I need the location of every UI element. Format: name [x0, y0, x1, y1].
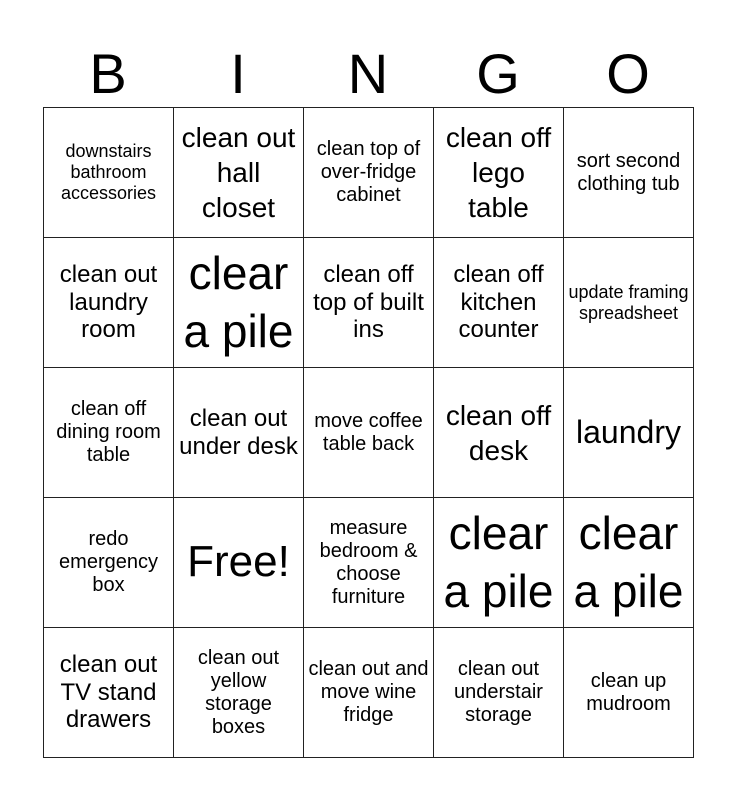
bingo-cell[interactable]: clean off kitchen counter: [434, 238, 564, 368]
bingo-cell[interactable]: update framing spreadsheet: [564, 238, 694, 368]
bingo-cell[interactable]: clean off top of built ins: [304, 238, 434, 368]
bingo-cell[interactable]: clean out under desk: [174, 368, 304, 498]
bingo-cell[interactable]: redo emergency box: [44, 498, 174, 628]
board-row-2: [44, 238, 694, 368]
bingo-cell[interactable]: clean off desk: [434, 368, 564, 498]
bingo-cell[interactable]: clean top of over-fridge cabinet: [304, 108, 434, 238]
bingo-cell[interactable]: clean out understair storage: [434, 628, 564, 758]
bingo-cell[interactable]: move coffee table back: [304, 368, 434, 498]
bingo-cell[interactable]: clear a pile: [564, 498, 694, 628]
bingo-cell[interactable]: clean off lego table: [434, 108, 564, 238]
header-letter-g: G: [476, 42, 520, 105]
board-row-3: [44, 368, 694, 498]
bingo-cell[interactable]: Free!: [174, 498, 304, 628]
board-row-4: [44, 498, 694, 628]
bingo-cell[interactable]: clear a pile: [434, 498, 564, 628]
bingo-cell[interactable]: downstairs bathroom accessories: [44, 108, 174, 238]
bingo-board: [43, 107, 694, 758]
board-row-5: [44, 628, 694, 758]
board-row-1: [44, 108, 694, 238]
header-letter-i: I: [230, 42, 246, 105]
bingo-cell[interactable]: clean out laundry room: [44, 238, 174, 368]
bingo-cell[interactable]: clean up mudroom: [564, 628, 694, 758]
bingo-cell[interactable]: sort second clothing tub: [564, 108, 694, 238]
bingo-cell[interactable]: clean out hall closet: [174, 108, 304, 238]
bingo-cell[interactable]: laundry: [564, 368, 694, 498]
bingo-cell[interactable]: clean out and move wine fridge: [304, 628, 434, 758]
bingo-cell[interactable]: measure bedroom & choose furniture: [304, 498, 434, 628]
bingo-cell[interactable]: clean out TV stand drawers: [44, 628, 174, 758]
bingo-cell[interactable]: clean out yellow storage boxes: [174, 628, 304, 758]
header-letter-o: O: [606, 42, 650, 105]
bingo-cell[interactable]: clear a pile: [174, 238, 304, 368]
header-letter-n: N: [347, 42, 389, 105]
bingo-cell[interactable]: clean off dining room table: [44, 368, 174, 498]
bingo-header: [43, 42, 693, 106]
header-letter-b: B: [89, 42, 127, 105]
